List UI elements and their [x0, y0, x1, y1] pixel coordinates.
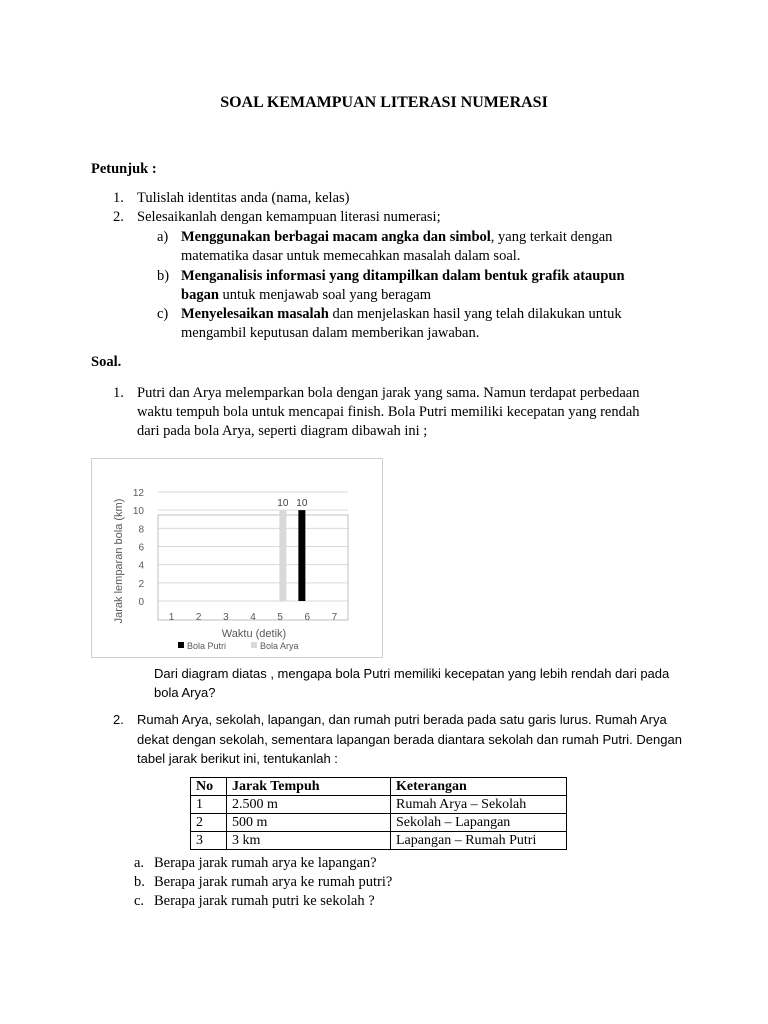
chart-container — [91, 458, 383, 658]
q2-line-1: Rumah Arya, sekolah, lapangan, dan rumah putri berada pada satu garis lurus. Rumah Arya — [137, 712, 667, 727]
q1-line-3: dari pada bola Arya, seperti diagram dibawah ini ; — [137, 423, 428, 439]
petunjuk-item-1: 1. Tulislah identitas anda (nama, kelas) — [113, 190, 350, 206]
petunjuk-subitem-c: c) Menyelesaikan masalah dan menjelaskan hasil yang telah dilakukan untuk — [157, 306, 622, 322]
q1-question-line-1: Dari diagram diatas , mengapa bola Putri memiliki kecepatan yang lebih rendah dari pada — [154, 666, 670, 681]
q1-line-1: Putri dan Arya melemparkan bola dengan jarak yang sama. Namun terdapat perbedaan — [137, 385, 640, 401]
q2-number: 2. — [113, 712, 124, 727]
table-cell: 1 — [191, 796, 227, 814]
petunjuk-heading: Petunjuk : — [91, 161, 157, 177]
x-axis-label: Waktu (detik) — [221, 628, 287, 640]
petunjuk-subitem-b: b) Menganalisis informasi yang ditampilkan dalam bentuk grafik ataupun — [157, 268, 625, 284]
x-tick-label: 4 — [250, 612, 256, 623]
q1-question-line-2: bola Arya? — [154, 685, 216, 700]
legend-label: Bola Putri — [187, 641, 227, 651]
table-cell: Lapangan – Rumah Putri — [391, 832, 567, 850]
q2-line-2: dekat dengan sekolah, sementara lapangan berada diantara sekolah dan rumah Putri. Dengan — [137, 732, 682, 747]
y-tick-label: 10 — [132, 506, 144, 518]
soal-heading: Soal. — [91, 354, 122, 370]
y-tick-label: 12 — [132, 488, 144, 499]
chart-gridlines — [158, 492, 348, 601]
petunjuk-subitem-c-line2: mengambil keputusan dalam memberikan jawaban. — [181, 325, 480, 341]
x-tick-label: 6 — [304, 612, 311, 623]
y-tick-label: 2 — [138, 578, 144, 590]
page-title: SOAL KEMAMPUAN LITERASI NUMERASI — [220, 94, 548, 111]
chart-legend — [178, 641, 299, 651]
q1-line-2: waktu tempuh bola untuk mencapai finish. Bola Putri memiliki kecepatan yang rendah — [137, 404, 640, 420]
q1-number: 1. — [113, 385, 124, 401]
table-cell: 3 — [191, 832, 227, 850]
distance-table — [190, 777, 567, 850]
bar-data-labels — [277, 498, 308, 509]
bar-chart — [92, 459, 382, 657]
table-header-cell: No — [191, 778, 227, 796]
q2-line-3: tabel jarak berikut ini, tentukanlah : — [137, 751, 338, 766]
petunjuk-subitem-a-line2: matematika dasar untuk memecahkan masalah dalam soal. — [181, 248, 521, 264]
table-cell: 500 m — [227, 814, 391, 832]
table-cell: 2.500 m — [227, 796, 391, 814]
x-tick-label: 3 — [223, 612, 229, 623]
table-row — [191, 814, 567, 832]
chart-bars — [279, 510, 305, 601]
y-tick-label: 0 — [138, 597, 144, 608]
q2-subquestion-a: a. Berapa jarak rumah arya ke lapangan? — [134, 855, 377, 871]
table-header-row — [191, 778, 567, 796]
table-row — [191, 796, 567, 814]
table-cell: Rumah Arya – Sekolah — [391, 796, 567, 814]
x-tick-label: 1 — [168, 612, 175, 623]
x-tick-label: 5 — [277, 612, 283, 623]
y-tick-label: 4 — [138, 560, 144, 572]
y-tick-labels — [133, 488, 145, 608]
table-header-cell: Keterangan — [391, 778, 567, 796]
x-tick-label: 7 — [331, 612, 338, 623]
petunjuk-subitem-b-line2: bagan untuk menjawab soal yang beragam — [181, 287, 432, 303]
x-tick-labels — [169, 612, 338, 623]
table-cell: Sekolah – Lapangan — [391, 814, 567, 832]
petunjuk-item-2: 2. Selesaikanlah dengan kemampuan literasi numerasi; — [113, 209, 441, 225]
legend-label: Bola Arya — [260, 641, 299, 651]
q2-subquestion-b: b. Berapa jarak rumah arya ke rumah putri? — [134, 874, 393, 890]
bar-bola-arya — [279, 510, 286, 601]
chart-plot-frame — [158, 515, 348, 620]
y-axis-label: Jarak lemparan bola (km) — [113, 498, 125, 624]
legend-swatch — [178, 642, 184, 648]
petunjuk-subitem-a: a) Menggunakan berbagai macam angka dan simbol, yang terkait dengan — [157, 229, 613, 245]
table-cell: 2 — [191, 814, 227, 832]
table-row — [191, 832, 567, 850]
table-header-cell: Jarak Tempuh — [227, 778, 391, 796]
bar-data-label: 10 — [296, 498, 308, 510]
y-tick-label: 6 — [138, 542, 144, 554]
legend-swatch — [251, 642, 257, 648]
y-tick-label: 8 — [138, 524, 144, 536]
q2-subquestion-c: c. Berapa jarak rumah putri ke sekolah ? — [134, 893, 375, 909]
bar-bola-putri — [298, 510, 305, 601]
x-tick-label: 2 — [195, 612, 202, 623]
table-cell: 3 km — [227, 832, 391, 850]
bar-data-label: 10 — [277, 498, 289, 510]
